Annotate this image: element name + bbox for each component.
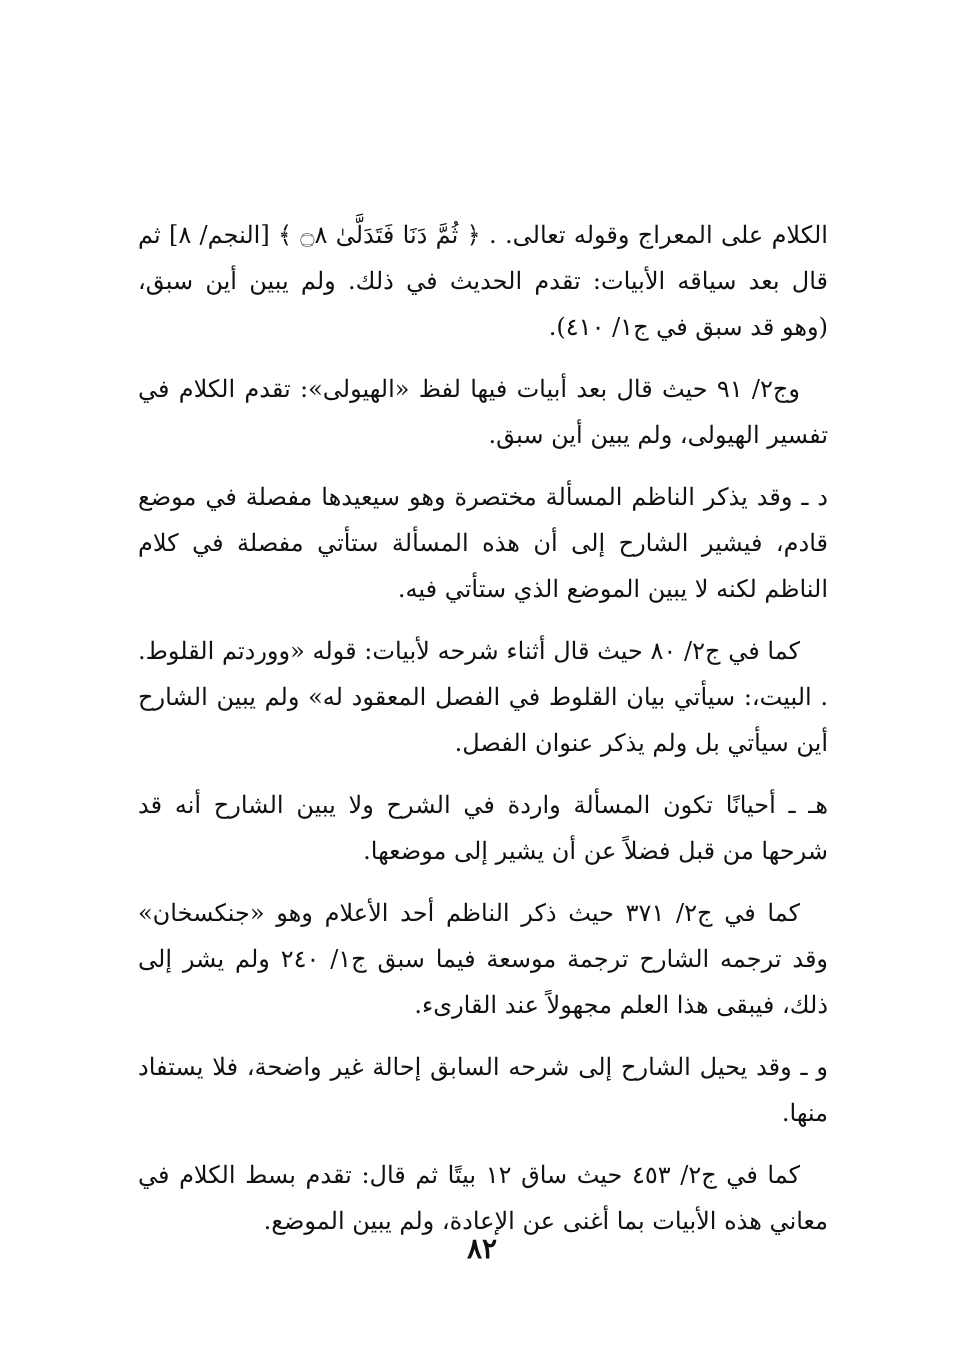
paragraph-1: الكلام على المعراج وقوله تعالى. . ﴿ ثُمَّ دَنَا فَتَدَلَّىٰ ۝٨ ﴾ [النجم/ ٨] ثم قال بعد سياقه الأبيات: تقدم الحديث في ذلك. ولم يبين أين سبق، (وهو قد سبق في ج١/ ٤١٠). [138,221,828,341]
body-text [138,212,828,1244]
paragraph-8: كما في ج٢/ ٤٥٣ حيث ساق ١٢ بيتًا ثم قال: تقدم بسط الكلام في معاني هذه الأبيات بما أغنى عن الإعادة، ولم يبين الموضع. [138,1161,828,1235]
paragraph-2: وج٢/ ٩١ حيث قال بعد أبيات فيها لفظ «الهيولى»: تقدم الكلام في تفسير الهيولى، ولم يبين أين سبق. [138,375,828,449]
page-number: ٨٢ [466,1232,498,1265]
paragraph-4: كما في ج٢/ ٨٠ حيث قال أثناء شرحه لأبيات: قوله «ووردتم القلوط. . البيت،: سيأتي بيان القلوط في الفصل المعقود له» ولم يبين الشارح أين سيأتي بل ولم يذكر عنوان الفصل. [138,637,828,757]
paragraph-3: د ـ وقد يذكر الناظم المسألة مختصرة وهو سيعيدها مفصلة في موضع قادم، فيشير الشارح إلى أن هذه المسألة ستأتي مفصلة في كلام الناظم لكنه لا يبين الموضع الذي ستأتي فيه. [138,483,828,603]
paragraph-7: و ـ وقد يحيل الشارح إلى شرحه السابق إحالة غير واضحة، فلا يستفاد منها. [138,1053,828,1127]
paragraph-5: هـ ـ أحيانًا تكون المسألة واردة في الشرح ولا يبين الشارح أنه قد شرحها من قبل فضلاً عن أن يشير إلى موضعها. [138,791,828,865]
paragraph-6: كما في ج٢/ ٣٧١ حيث ذكر الناظم أحد الأعلام وهو «جنكسخان» وقد ترجمه الشارح ترجمة موسعة فيما سبق ج١/ ٢٤٠ ولم يشر إلى ذلك، فيبقى هذا العلم مجهولاً عند القارىء. [138,899,829,1019]
